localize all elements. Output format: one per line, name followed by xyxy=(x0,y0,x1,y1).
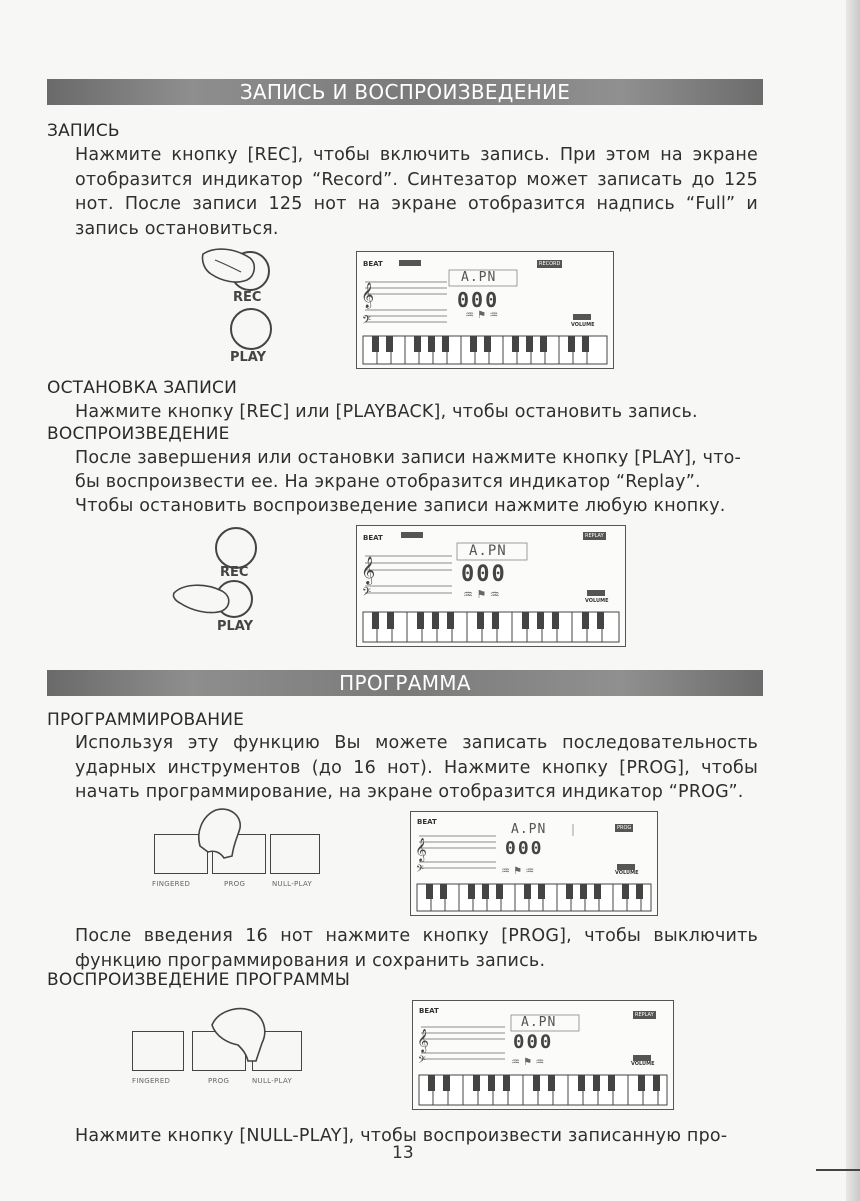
heading-program-playback: ВОСПРОИЗВЕДЕНИЕ ПРОГРАММЫ xyxy=(47,970,351,990)
play-button[interactable] xyxy=(230,308,272,350)
svg-text:𝄞: 𝄞 xyxy=(417,1028,429,1052)
prog-label: PROG xyxy=(208,1077,230,1085)
svg-text:𝄢: 𝄢 xyxy=(418,1054,426,1068)
svg-text:♒ ⚑ ♒: ♒ ⚑ ♒ xyxy=(511,1057,545,1068)
lcd-number-display: 000 xyxy=(505,838,544,859)
heading-playback: ВОСПРОИЗВЕДЕНИЕ xyxy=(47,424,230,444)
svg-text:𝄢: 𝄢 xyxy=(362,314,372,330)
svg-text:♒ ⚑ ♒: ♒ ⚑ ♒ xyxy=(501,866,535,877)
lcd-mode-display: A.PN xyxy=(461,270,497,285)
fingered-label: FINGERED xyxy=(132,1077,171,1085)
lcd-display-prog xyxy=(410,811,658,916)
lcd-mode-display: A.PN xyxy=(511,822,547,837)
null-play-label: NULL-PLAY xyxy=(272,880,313,888)
playback-text-line1: После завершения или остановки записи нажмите кнопку [PLAY], что- xyxy=(75,448,742,468)
svg-text:𝄞: 𝄞 xyxy=(415,837,427,861)
hand-icon xyxy=(180,806,300,861)
lcd-number-display: 000 xyxy=(461,562,507,587)
rec-button-label: REC xyxy=(220,565,249,580)
lcd-volume-label: VOLUME xyxy=(585,598,609,604)
null-play-label: NULL-PLAY xyxy=(252,1077,293,1085)
playback-text-line2: бы воспроизвести ее. На экране отобразится индикатор “Replay”. xyxy=(75,472,701,492)
lcd-number-display: 000 xyxy=(457,288,500,312)
playback-text-line3: Чтобы остановить воспроизведение записи нажмите любую кнопку. xyxy=(75,496,726,516)
fingered-button[interactable] xyxy=(132,1031,184,1071)
page-edge xyxy=(846,0,860,1201)
lcd-volume-label: VOLUME xyxy=(631,1061,655,1067)
play-button-label: PLAY xyxy=(217,619,254,634)
bottom-rule xyxy=(816,1169,860,1171)
svg-text:𝄢: 𝄢 xyxy=(416,863,424,877)
section-banner-record-playback: ЗАПИСЬ И ВОСПРОИЗВЕДЕНИЕ xyxy=(47,79,763,105)
record-text: Нажмите кнопку [REC], чтобы включить запись. При этом на экране отобразится индикатор “Record”. Синтезатор может записать до 125 нот. После записи 125 нот на экране отобразится надпись “Full” и запись остановиться. xyxy=(75,145,758,239)
rec-play-figure-2 xyxy=(170,527,280,637)
lcd-prog-indicator: PROG xyxy=(617,825,632,831)
prog-label: PROG xyxy=(224,880,246,888)
svg-text:𝄢: 𝄢 xyxy=(362,586,372,602)
lcd-beat-label: BEAT xyxy=(363,534,383,542)
heading-stop-record: ОСТАНОВКА ЗАПИСИ xyxy=(47,378,238,398)
rec-button[interactable] xyxy=(215,527,257,569)
play-button-label: PLAY xyxy=(230,350,267,365)
rec-play-figure-1 xyxy=(195,238,305,368)
hand-icon xyxy=(195,238,305,298)
lcd-number-display: 000 xyxy=(513,1031,554,1053)
lcd-display-replay xyxy=(356,525,626,647)
lcd-volume-label: VOLUME xyxy=(571,322,595,328)
lcd-beat-label: BEAT xyxy=(417,818,437,826)
heading-programming: ПРОГРАММИРОВАНИЕ xyxy=(47,710,245,730)
program-playback-text: Нажмите кнопку [NULL-PLAY], чтобы воспроизвести записанную про- xyxy=(75,1126,728,1146)
stop-record-text: Нажмите кнопку [REC] или [PLAYBACK], чтобы остановить запись. xyxy=(75,402,698,422)
lcd-record-indicator: RECORD xyxy=(539,261,561,267)
lcd-display-record xyxy=(356,251,614,369)
rec-button-label: REC xyxy=(233,290,262,305)
fingered-label: FINGERED xyxy=(152,880,191,888)
key-row-figure-2 xyxy=(128,1003,308,1089)
programming-text: Используя эту функцию Вы можете записать последовательность ударных инструментов (до 16 нот). Нажмите кнопку [PROG], чтобы начать программирование, на экране отобразится индикатор “PROG”. xyxy=(75,733,758,802)
page-number: 13 xyxy=(392,1143,414,1163)
svg-text:𝄞: 𝄞 xyxy=(361,556,376,584)
svg-text:𝄞: 𝄞 xyxy=(361,283,375,308)
svg-text:♒ ⚑ ♒: ♒ ⚑ ♒ xyxy=(465,310,499,321)
lcd-beat-label: BEAT xyxy=(363,260,383,268)
lcd-mode-display: A.PN xyxy=(469,543,507,559)
lcd-display-program-replay xyxy=(412,1000,674,1110)
hand-icon xyxy=(198,1003,318,1063)
lcd-replay-indicator: REPLAY xyxy=(585,533,604,539)
key-row-figure-1 xyxy=(150,806,330,892)
lcd-replay-indicator: REPLAY xyxy=(635,1012,654,1018)
section-banner-program: ПРОГРАММА xyxy=(47,670,763,696)
heading-record: ЗАПИСЬ xyxy=(47,121,120,141)
svg-text:♒ ⚑ ♒: ♒ ⚑ ♒ xyxy=(463,588,500,601)
programming-after-text: После введения 16 нот нажмите кнопку [PROG], чтобы выключить функцию программирования и сохранить запись. xyxy=(75,926,758,971)
lcd-beat-label: BEAT xyxy=(419,1007,439,1015)
lcd-mode-display: A.PN xyxy=(521,1015,557,1030)
lcd-volume-label: VOLUME xyxy=(615,870,639,876)
